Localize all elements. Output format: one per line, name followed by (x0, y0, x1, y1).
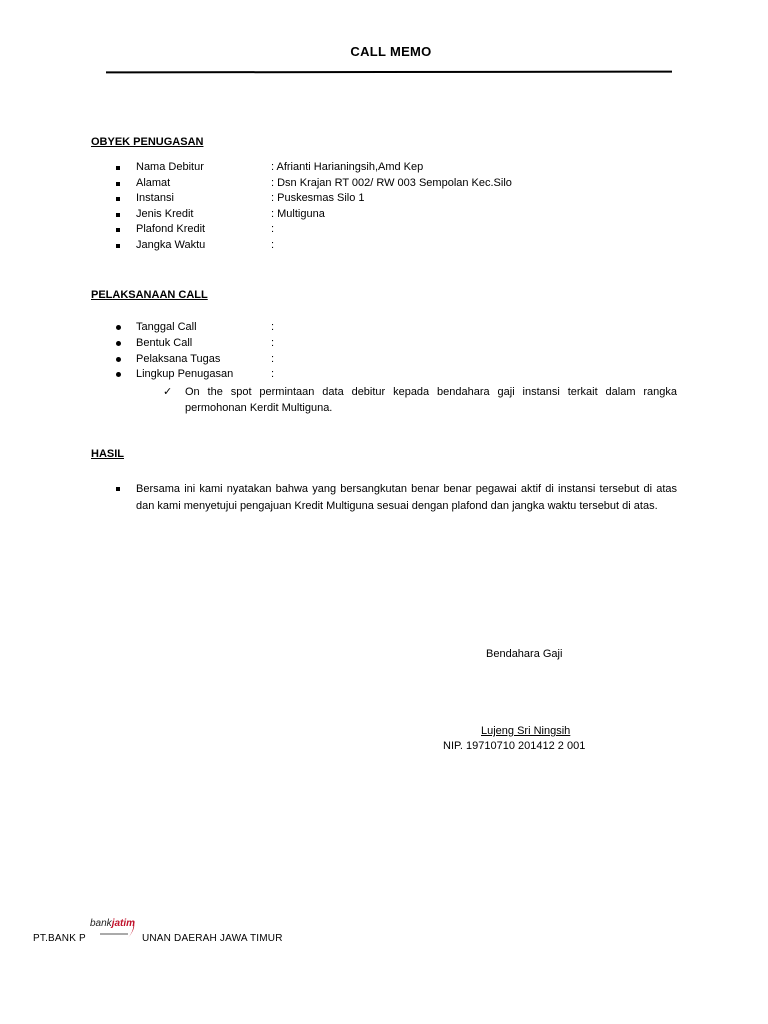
field-value: : Puskesmas Silo 1 (271, 192, 365, 204)
hasil-text: Bersama ini kami nyatakan bahwa yang bersangkutan benar benar pegawai aktif di instansi tersebut di atas dan kami menyetujui pengajuan Kredit Multiguna sesuai dengan plafond dan jangka waktu tersebut di atas. (136, 483, 677, 512)
field-label: Nama Debitur (136, 161, 204, 173)
hasil-item (116, 481, 677, 514)
footer-text-right: UNAN DAERAH JAWA TIMUR (141, 933, 283, 944)
square-bullet-icon (116, 197, 120, 201)
footer-text-left: PT.BANK P (33, 933, 86, 944)
bank-logo (88, 916, 142, 946)
signature-role: Bendahara Gaji (486, 648, 563, 660)
signature-name: Lujeng Sri Ningsih (481, 725, 571, 737)
field-label: Plafond Kredit (136, 223, 206, 235)
field-label: Jenis Kredit (136, 208, 194, 220)
round-bullet-icon (116, 325, 121, 330)
field-label: Bentuk Call (136, 337, 193, 349)
obyek-heading: OBYEK PENUGASAN (91, 136, 204, 148)
square-bullet-icon (116, 166, 120, 170)
check-item (163, 384, 677, 416)
logo-tagline (100, 933, 128, 935)
title-divider (106, 71, 672, 74)
field-value: : Multiguna (271, 208, 325, 220)
round-bullet-icon (116, 357, 121, 362)
field-value: : Dsn Krajan RT 002/ RW 003 Sempolan Kec.Silo (271, 177, 512, 189)
field-label: Lingkup Penugasan (136, 368, 234, 380)
square-bullet-icon (116, 487, 120, 491)
field-value: : (271, 368, 275, 380)
pelaksanaan-heading: PELAKSANAAN CALL (91, 289, 208, 301)
document-title: CALL MEMO (350, 44, 432, 59)
field-value: : (271, 223, 275, 235)
square-bullet-icon (116, 182, 120, 186)
field-value: : Afrianti Harianingsih,Amd Kep (271, 161, 424, 173)
signature-nip: NIP. 19710710 201412 2 001 (443, 740, 586, 752)
footer-text (33, 933, 283, 944)
hasil-heading: HASIL (91, 448, 124, 460)
round-bullet-icon (116, 341, 121, 346)
field-label: Instansi (136, 192, 174, 204)
logo-swoosh-icon (88, 916, 142, 946)
field-label: Tanggal Call (136, 321, 197, 333)
square-bullet-icon (116, 244, 120, 248)
square-bullet-icon (116, 213, 120, 217)
logo-wordmark: bankjatim (90, 918, 136, 929)
square-bullet-icon (116, 228, 120, 232)
field-label: Pelaksana Tugas (136, 353, 221, 365)
field-value: : (271, 353, 275, 365)
field-value: : (271, 239, 275, 251)
checkmark-icon: ✓ (163, 386, 173, 398)
check-item-text: On the spot permintaan data debitur kepada bendahara gaji instansi terkait dalam rangka permohonan Kerdit Multiguna. (185, 386, 677, 414)
field-value: : (271, 337, 275, 349)
field-value: : (271, 321, 275, 333)
round-bullet-icon (116, 372, 121, 377)
field-label: Jangka Waktu (136, 239, 206, 251)
field-label: Alamat (136, 177, 171, 189)
